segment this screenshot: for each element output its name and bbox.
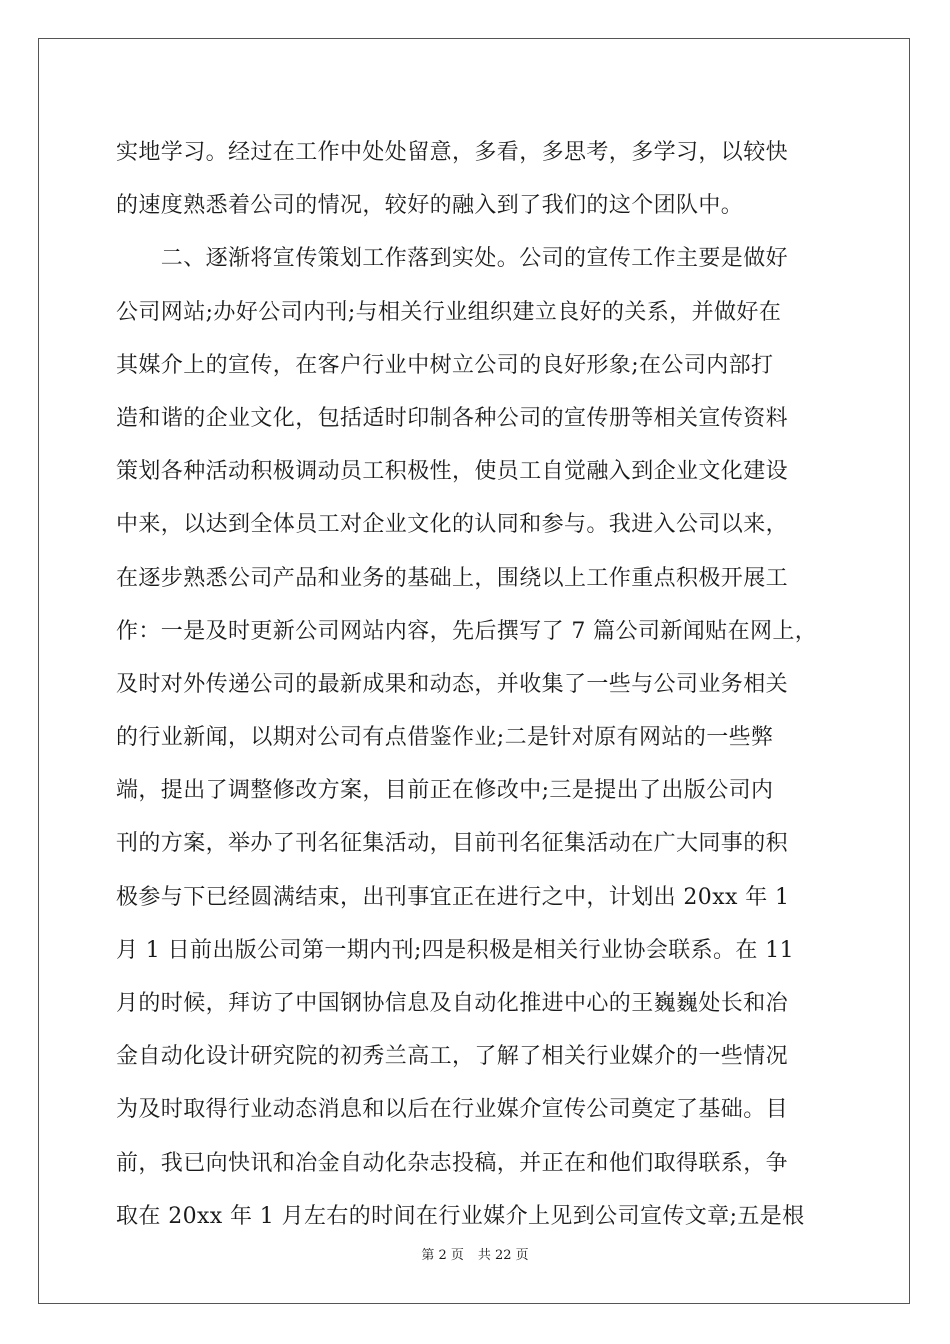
text-line: 其媒介上的宣传，在客户行业中树立公司的良好形象;在公司内部打: [116, 352, 774, 378]
text-line: 实地学习。经过在工作中处处留意，多看，多思考，多学习，以较快: [116, 140, 789, 165]
text-line: 二、逐渐将宣传策划工作落到实处。公司的宣传工作主要是做好: [116, 246, 789, 272]
text-line: 的速度熟悉着公司的情况，较好的融入到了我们的这个团队中。: [116, 193, 744, 219]
text-line: 月 1 日前出版公司第一期内刊;四是积极是相关行业协会联系。在 11: [116, 937, 794, 963]
page-footer: [0, 1246, 950, 1266]
text-line: 刊的方案，举办了刊名征集活动，目前刊名征集活动在广大同事的积: [116, 831, 789, 857]
text-line: 的行业新闻，以期对公司有点借鉴作业;二是针对原有网站的一些弊: [116, 725, 774, 751]
text-line: 端，提出了调整修改方案，目前正在修改中;三是提出了出版公司内: [116, 778, 774, 804]
document-body: [116, 126, 836, 1243]
text-line: 策划各种活动积极调动员工积极性，使员工自觉融入到企业文化建设: [116, 459, 789, 485]
page-total: 共 22 页: [477, 1248, 529, 1263]
text-line: 公司网站;办好公司内刊;与相关行业组织建立良好的关系，并做好在: [116, 299, 782, 325]
text-line: 为及时取得行业动态消息和以后在行业媒介宣传公司奠定了基础。目: [116, 1097, 789, 1123]
text-line: 在逐步熟悉公司产品和业务的基础上，围绕以上工作重点积极开展工: [116, 565, 789, 591]
text-line: 作：一是及时更新公司网站内容，先后撰写了 7 篇公司新闻贴在网上，: [116, 618, 818, 644]
text-line: 金自动化设计研究院的初秀兰高工，了解了相关行业媒介的一些情况: [116, 1044, 789, 1070]
text-line: 中来，以达到全体员工对企业文化的认同和参与。我进入公司以来，: [116, 512, 789, 538]
page-number: 第 2 页: [421, 1248, 464, 1263]
text-line: 造和谐的企业文化，包括适时印制各种公司的宣传册等相关宣传资料: [116, 405, 789, 431]
text-line: 极参与下已经圆满结束，出刊事宜正在进行之中，计划出 20xx 年 1: [116, 884, 790, 910]
text-line: 取在 20xx 年 1 月左右的时间在行业媒介上见到公司宣传文章;五是根: [116, 1203, 805, 1229]
text-line: 及时对外传递公司的最新成果和动态，并收集了一些与公司业务相关: [116, 671, 789, 697]
text-line: 前，我已向快讯和冶金自动化杂志投稿，并正在和他们取得联系，争: [116, 1150, 789, 1176]
text-line: 月的时候，拜访了中国钢协信息及自动化推进中心的王巍巍处长和冶: [116, 991, 789, 1016]
